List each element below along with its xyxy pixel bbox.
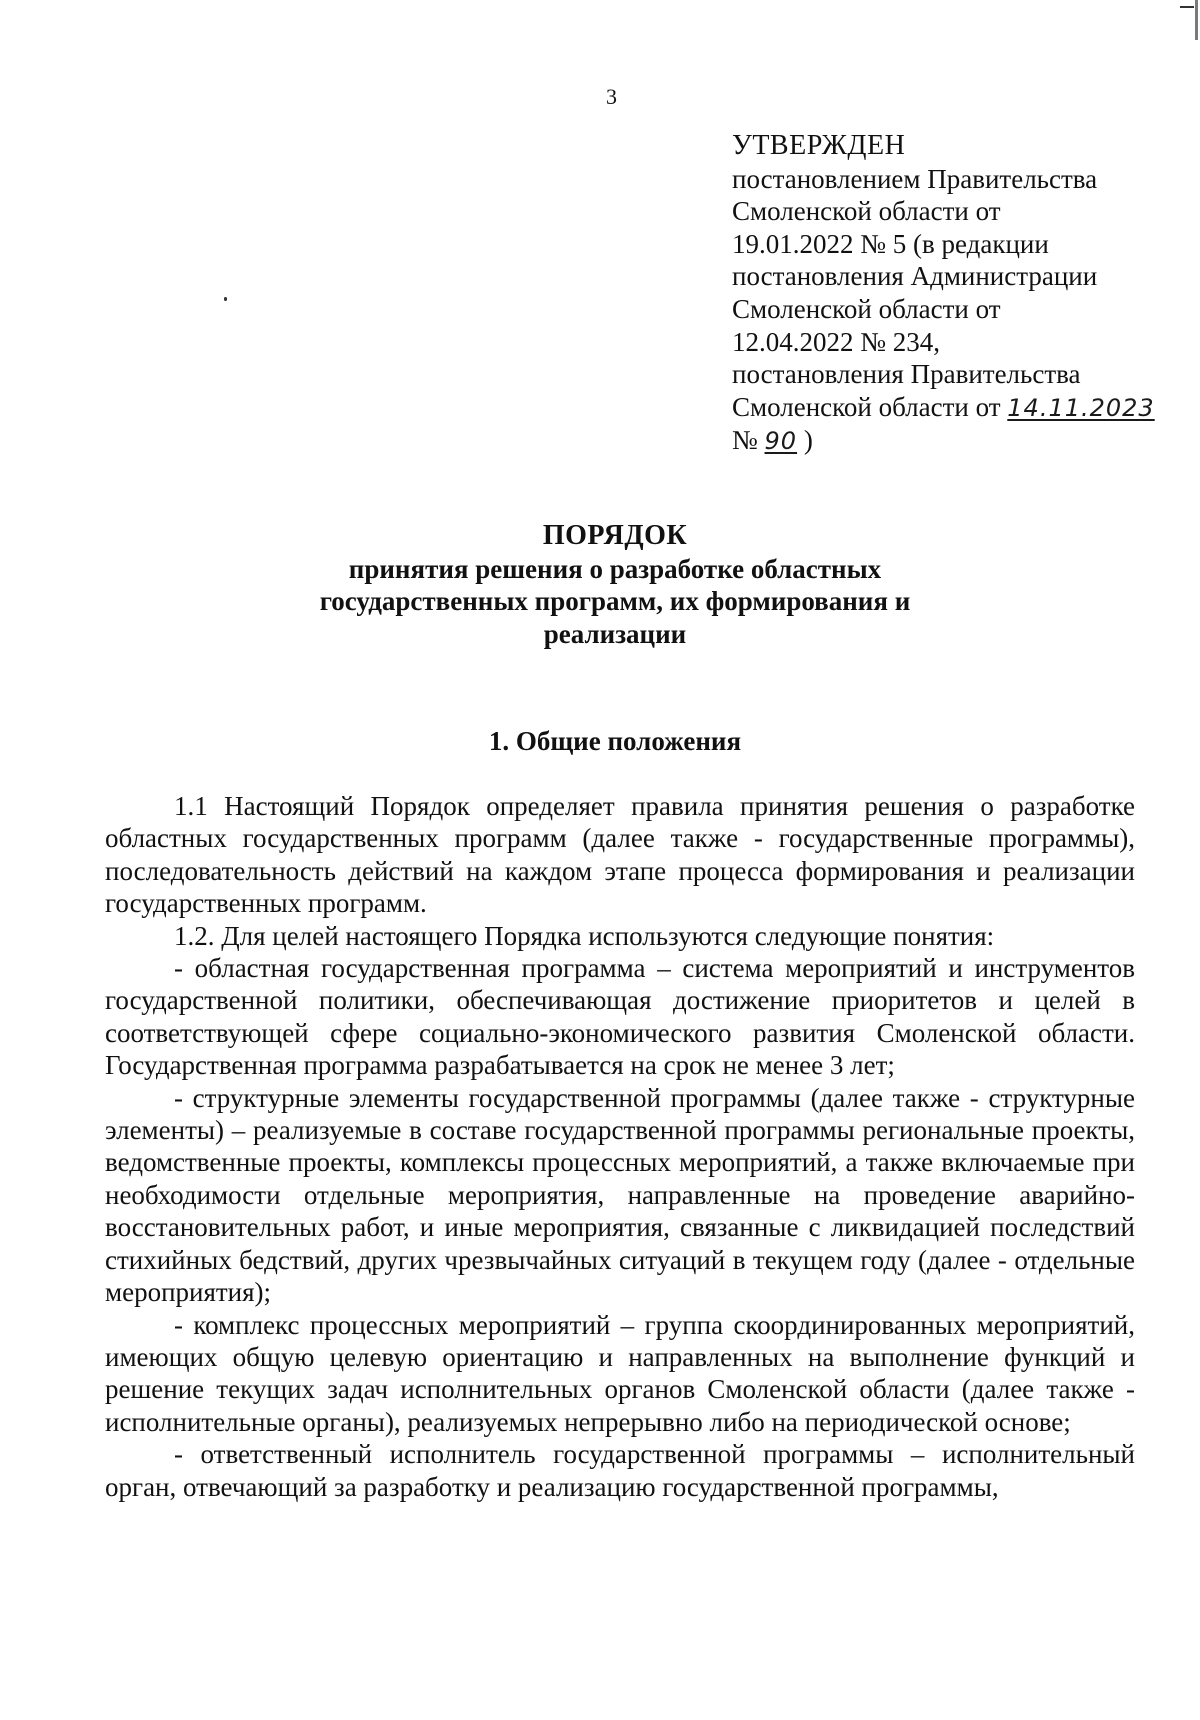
document-title-line: государственных программ, их формирования и <box>319 586 911 617</box>
approval-title: УТВЕРЖДЕН <box>732 130 906 161</box>
scan-edge-mark <box>1195 0 1198 1720</box>
approval-line: Смоленской области от <box>732 293 1001 324</box>
paragraph: 1.2. Для целей настоящего Порядка используются следующие понятия: <box>174 920 995 951</box>
approval-line: постановления Администрации <box>732 261 1098 292</box>
document-title-line: принятия решения о разработке областных <box>348 553 882 584</box>
page-number: 3 <box>606 84 617 109</box>
approval-closing: ) <box>803 425 813 456</box>
definition-paragraph: - комплекс процессных мероприятий – группа скоординированных мероприятий, имеющих общую целевую ориентацию и направленных на выполнение функций и решение текущих задач исполнительных органов Смоленской области (далее также - исполнительные органы), реализуемых непрерывно либо на периодической основе; <box>105 1309 1135 1437</box>
approval-date-prefix: Смоленской области от <box>732 391 1001 422</box>
section-heading: 1. Общие положения <box>488 726 742 756</box>
definition-paragraph: - структурные элементы государственной программы (далее также - структурные элементы) – реализуемые в составе государственной программы региональные проекты, ведомственные проекты, комплексы процессных мероприятий, а также включаемые при необходимости отдельные мероприятия, направленные на проведение аварийно-восстановительных работ, и иные мероприятия, связанные с ликвидацией последствий стихийных бедствий, других чрезвычайных ситуаций в текущем году (далее - отдельные мероприятия); <box>105 1082 1135 1308</box>
approval-date-line <box>732 391 1172 425</box>
approval-line: 12.04.2022 № 234, <box>732 326 941 357</box>
handwritten-date: 14.11.2023 <box>1007 393 1155 422</box>
approval-line: 19.01.2022 № 5 (в редакции <box>732 228 1049 259</box>
definition-paragraph: - ответственный исполнитель государственной программы – исполнительный орган, отвечающий за разработку и реализацию государственной программы, <box>105 1439 1135 1502</box>
approval-line: постановлением Правительства <box>732 163 1098 194</box>
paragraph: 1.1 Настоящий Порядок определяет правила принятия решения о разработке областных государственных программ (далее также - государственные программы), последовательность действий на каждом этапе процесса формирования и реализации государственных программ. <box>105 791 1135 919</box>
scan-edge-tick <box>1180 6 1194 8</box>
scan-speck <box>224 297 227 301</box>
document-title-heading: ПОРЯДОК <box>542 520 688 551</box>
approval-number-line <box>732 424 1172 458</box>
approval-stamp-block <box>732 130 1172 458</box>
document-title <box>120 520 1110 650</box>
approval-line: постановления Правительства <box>732 359 1081 390</box>
approval-number-prefix: № <box>732 425 758 456</box>
document-title-line: реализации <box>543 618 687 649</box>
definition-paragraph: - областная государственная программа – система мероприятий и инструментов государственной политики, обеспечивающая достижение приоритетов и целей в соответствующей сфере социально-экономического развития Смоленской области. Государственная программа разрабатывается на срок не менее 3 лет; <box>105 953 1135 1081</box>
handwritten-number: 90 <box>764 427 798 456</box>
body-text <box>105 790 1135 1503</box>
approval-line: Смоленской области от <box>732 196 1001 227</box>
